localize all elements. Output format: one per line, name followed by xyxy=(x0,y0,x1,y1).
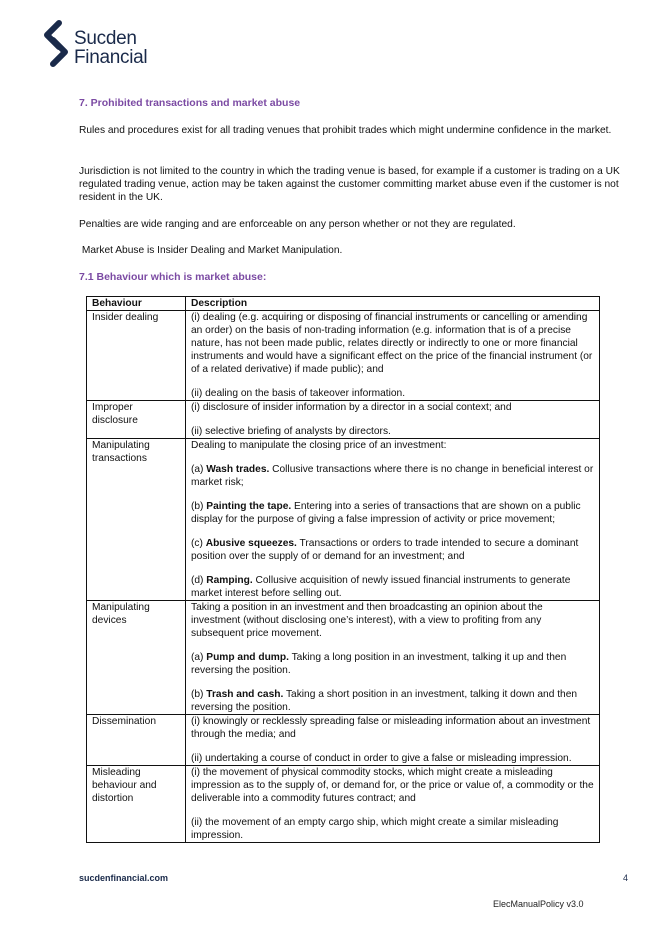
item-text: Collusive transactions where there is no change in beneficial interest or market risk; xyxy=(191,464,594,488)
logo-line-2: Financial xyxy=(74,47,148,68)
item-text: (ii) the movement of an empty cargo ship, which might create a similar misleading impression. xyxy=(191,817,559,841)
behaviour-cell: Manipulating transactions xyxy=(87,439,186,601)
item-prefix: (c) xyxy=(191,538,206,549)
description-cell xyxy=(186,601,600,715)
item-text: (ii) dealing on the basis of takeover information. xyxy=(191,388,406,399)
item-text: (i) knowingly or recklessly spreading false or misleading information about an investment through the media; and xyxy=(191,716,591,740)
logo-mark-icon xyxy=(39,20,73,68)
item-term: Painting the tape. xyxy=(206,501,292,512)
description-paragraph xyxy=(191,715,594,741)
description-paragraph xyxy=(191,425,594,438)
description-paragraph xyxy=(191,766,594,805)
description-paragraph xyxy=(191,439,594,452)
description-paragraph xyxy=(191,311,594,376)
description-paragraph xyxy=(191,537,594,563)
table-row xyxy=(87,311,600,401)
table-header-row xyxy=(87,297,600,311)
item-text: Collusive acquisition of newly issued financial instruments to generate market interest before selling out. xyxy=(191,575,571,599)
page-number: 4 xyxy=(623,873,629,883)
description-paragraph xyxy=(191,401,594,414)
item-text: Entering into a series of transactions that are shown on a public display for the purpose of giving a false impression of activity or price movement; xyxy=(191,501,581,525)
item-text: (i) the movement of physical commodity stocks, which might create a misleading impression as to the supply of, or demand for, or the price or value of, a commodity or the deliverable into a commodity futures contract; and xyxy=(191,767,594,804)
description-cell xyxy=(186,766,600,843)
item-text: Taking a position in an investment and then broadcasting an opinion about the investment (without disclosing one’s interest), with a view to profiting from any subsequent price movement. xyxy=(191,602,543,639)
paragraph-4: Market Abuse is Insider Dealing and Market Manipulation. xyxy=(79,245,343,256)
item-prefix: (b) xyxy=(191,689,207,700)
document-reference: ElecManualPolicy v3.0 xyxy=(493,899,584,909)
table-row xyxy=(87,439,600,601)
column-header-behaviour: Behaviour xyxy=(87,297,186,311)
description-cell xyxy=(186,439,600,601)
table-row xyxy=(87,715,600,766)
behaviour-table xyxy=(86,296,600,843)
description-paragraph xyxy=(191,601,594,640)
item-prefix: (a) xyxy=(191,652,207,663)
footer-website-link[interactable]: sucdenfinancial.com xyxy=(79,873,169,883)
description-paragraph xyxy=(191,463,594,489)
item-term: Abusive squeezes. xyxy=(205,538,297,549)
description-paragraph xyxy=(191,688,594,714)
sucden-financial-logo xyxy=(39,18,179,70)
section-title: 7. Prohibited transactions and market abuse xyxy=(79,97,301,109)
item-prefix: (a) xyxy=(191,464,207,475)
description-paragraph xyxy=(191,816,594,842)
item-term: Wash trades. xyxy=(206,464,270,475)
behaviour-cell: Improper disclosure xyxy=(87,401,186,439)
column-header-description: Description xyxy=(186,297,600,311)
logo-line-1: Sucden xyxy=(74,28,137,49)
description-paragraph xyxy=(191,752,594,765)
item-prefix: (d) xyxy=(191,575,207,586)
table-row xyxy=(87,401,600,439)
behaviour-cell: Misleading behaviour and distortion xyxy=(87,766,186,843)
item-text: Taking a short position in an investment, talking it down and then reversing the position. xyxy=(191,689,578,713)
item-text: (ii) undertaking a course of conduct in order to give a false or misleading impression. xyxy=(191,753,572,764)
description-paragraph xyxy=(191,500,594,526)
table-row xyxy=(87,601,600,715)
description-cell xyxy=(186,311,600,401)
behaviour-cell: Dissemination xyxy=(87,715,186,766)
paragraph-3: Penalties are wide ranging and are enforceable on any person whether or not they are regulated. xyxy=(79,219,516,230)
description-paragraph xyxy=(191,651,594,677)
behaviour-cell: Manipulating devices xyxy=(87,601,186,715)
item-text: (i) disclosure of insider information by a director in a social context; and xyxy=(191,402,512,413)
table-body xyxy=(87,311,600,843)
item-term: Pump and dump. xyxy=(206,652,289,663)
table-row xyxy=(87,766,600,843)
section-subtitle: 7.1 Behaviour which is market abuse: xyxy=(79,271,267,283)
item-text: Dealing to manipulate the closing price of an investment: xyxy=(191,440,447,451)
description-cell xyxy=(186,401,600,439)
paragraph-1: Rules and procedures exist for all trading venues that prohibit trades which might undermine confidence in the market. xyxy=(79,125,612,136)
behaviour-cell: Insider dealing xyxy=(87,311,186,401)
description-cell xyxy=(186,715,600,766)
paragraph-2: Jurisdiction is not limited to the country in which the trading venue is based, for example if a customer is trading on a UK regulated trading venue, action may be taken against the customer committing market abuse even if the customer is not resident in the UK. xyxy=(79,166,620,203)
item-text: Taking a long position in an investment, talking it up and then reversing the position. xyxy=(191,652,567,676)
description-paragraph xyxy=(191,387,594,400)
item-prefix: (b) xyxy=(191,501,207,512)
item-text: (i) dealing (e.g. acquiring or disposing of financial instruments or cancelling or amending an order) on the basis of non-trading information (e.g. information that is of a precise nature, has not been made public, relates directly or indirectly to one or more financial instruments and would have a significant effect on the price of the financial instrument (or of a related derivative) if made public); and xyxy=(191,312,593,375)
item-text: (ii) selective briefing of analysts by directors. xyxy=(191,426,391,437)
description-paragraph xyxy=(191,574,594,600)
item-term: Trash and cash. xyxy=(206,689,284,700)
item-term: Ramping. xyxy=(206,575,253,586)
item-text: Transactions or orders to trade intended to secure a dominant position over the supply of or demand for an investment; and xyxy=(191,538,579,562)
